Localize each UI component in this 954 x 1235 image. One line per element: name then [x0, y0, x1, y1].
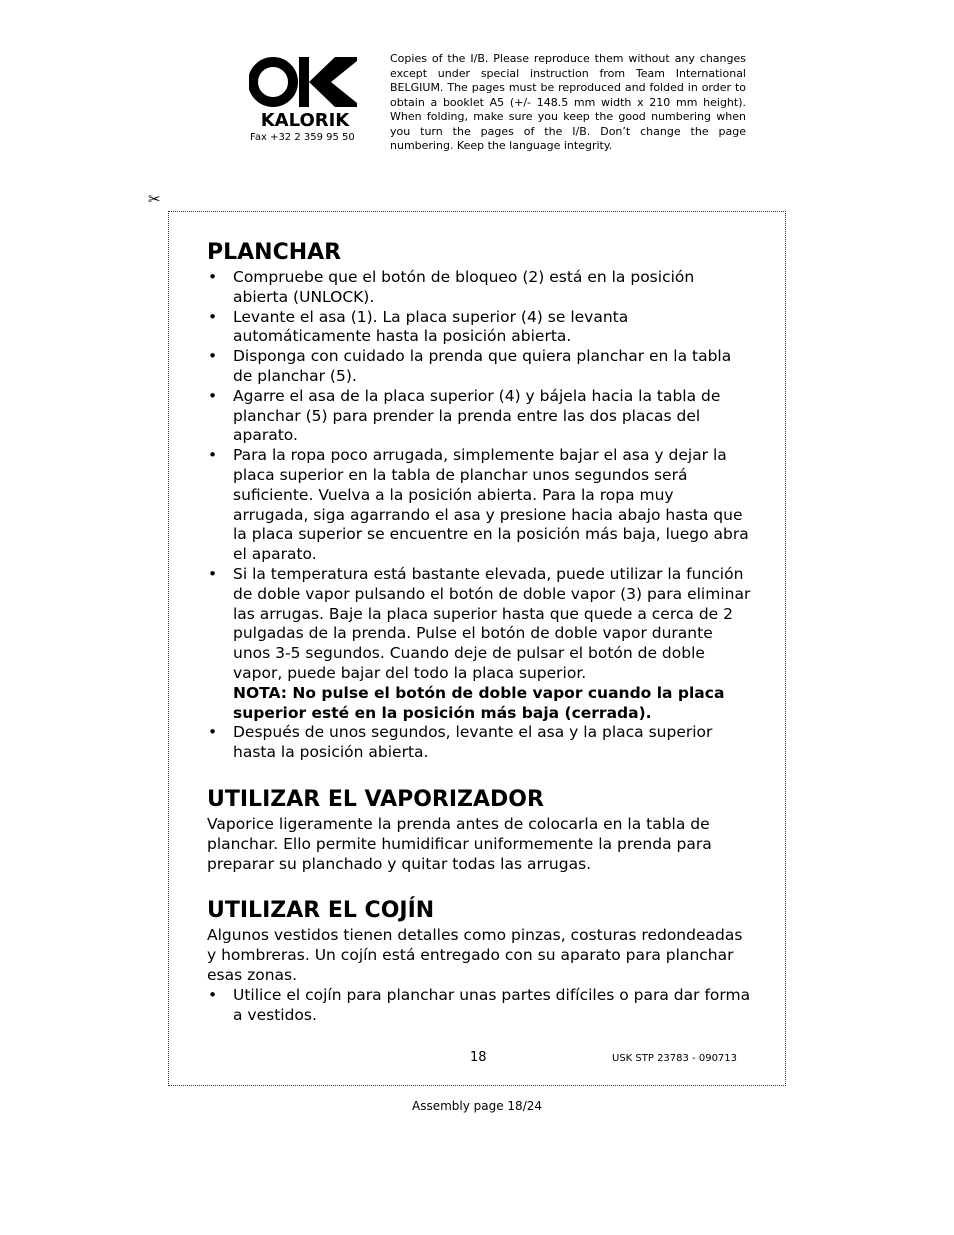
- planchar-list: [207, 268, 752, 763]
- page-content: [207, 238, 752, 1025]
- section-title-vaporizador: UTILIZAR EL VAPORIZADOR: [207, 786, 544, 812]
- section-title-cojin: UTILIZAR EL COJÍN: [207, 898, 435, 924]
- list-item: [207, 565, 752, 723]
- document-code: USK STP 23783 - 090713: [612, 1053, 738, 1064]
- list-item: • Compruebe que el botón de bloqueo (2) está en la posición abierta (UNLOCK).: [207, 268, 752, 308]
- reproduction-notice: Copies of the I/B. Please reproduce them without any changes except under special instruction from Team International BELGIUM. The pages must be reproduced and folded in order to obtain a booklet A5 (+/- 148.5 mm width x 210 mm height). When folding, make sure you keep the good numbering when you turn the pages of the I/B. Don’t change the page numbering. Keep the language integrity.: [390, 52, 746, 152]
- section-title-planchar: PLANCHAR: [207, 240, 342, 265]
- list-item: • Disponga con cuidado la prenda que quiera planchar en la tabla de planchar (5).: [207, 347, 752, 387]
- list-item: • Agarre el asa de la placa superior (4) y bájela hacia la tabla de planchar (5) para prender la prenda entre las dos placas del aparato.: [207, 387, 752, 446]
- list-item: • Utilice el cojín para planchar unas partes difíciles o para dar forma a vestidos.: [207, 986, 752, 1026]
- cojin-list: [207, 986, 752, 1026]
- fax-number: Fax +32 2 359 95 50: [250, 132, 355, 143]
- list-item: • Después de unos segundos, levante el asa y la placa superior hasta la posición abierta.: [207, 723, 752, 763]
- page-number: 18: [470, 1050, 487, 1065]
- logo-text: KALORIK: [260, 110, 350, 130]
- logo-graphic: [249, 54, 361, 130]
- kalorik-logo: [249, 54, 361, 130]
- list-item: • Para la ropa poco arrugada, simplemente bajar el asa y dejar la placa superior en la tabla de planchar unos segundos será suficiente. Vuelva a la posición abierta. Para la ropa muy arrugada, siga agarrando el asa y presione hacia abajo hasta que la placa superior se encuentre en la posición más baja, luego abra el aparato.: [207, 446, 752, 565]
- list-item: • Levante el asa (1). La placa superior (4) se levanta automáticamente hasta la posición abierta.: [207, 308, 752, 348]
- vaporizador-text: Vaporice ligeramente la prenda antes de colocarla en la tabla de planchar. Ello permite humidificar uniformemente la prenda para preparar su planchado y quitar todas las arrugas.: [207, 814, 712, 873]
- cojin-text: Algunos vestidos tienen detalles como pinzas, costuras redondeadas y hombreras. Un cojín está entregado con su aparato para planchar esas zonas.: [207, 926, 743, 984]
- assembly-page: Assembly page 18/24: [411, 1099, 543, 1113]
- scissors-icon: ✂: [148, 190, 161, 208]
- note-text: NOTA: No pulse el botón de doble vapor cuando la placa superior esté en la posición más baja (cerrada).: [233, 683, 725, 722]
- list-item-text: Si la temperatura está bastante elevada, puede utilizar la función de doble vapor pulsando el botón de doble vapor (3) para eliminar las arrugas. Baje la placa superior hasta que quede a cerca de 2 pulgadas de la prenda. Pulse el botón de doble vapor durante unos 3-5 segundos. Cuando deje de pulsar el botón de doble vapor, puede bajar del todo la placa superior.: [233, 564, 751, 682]
